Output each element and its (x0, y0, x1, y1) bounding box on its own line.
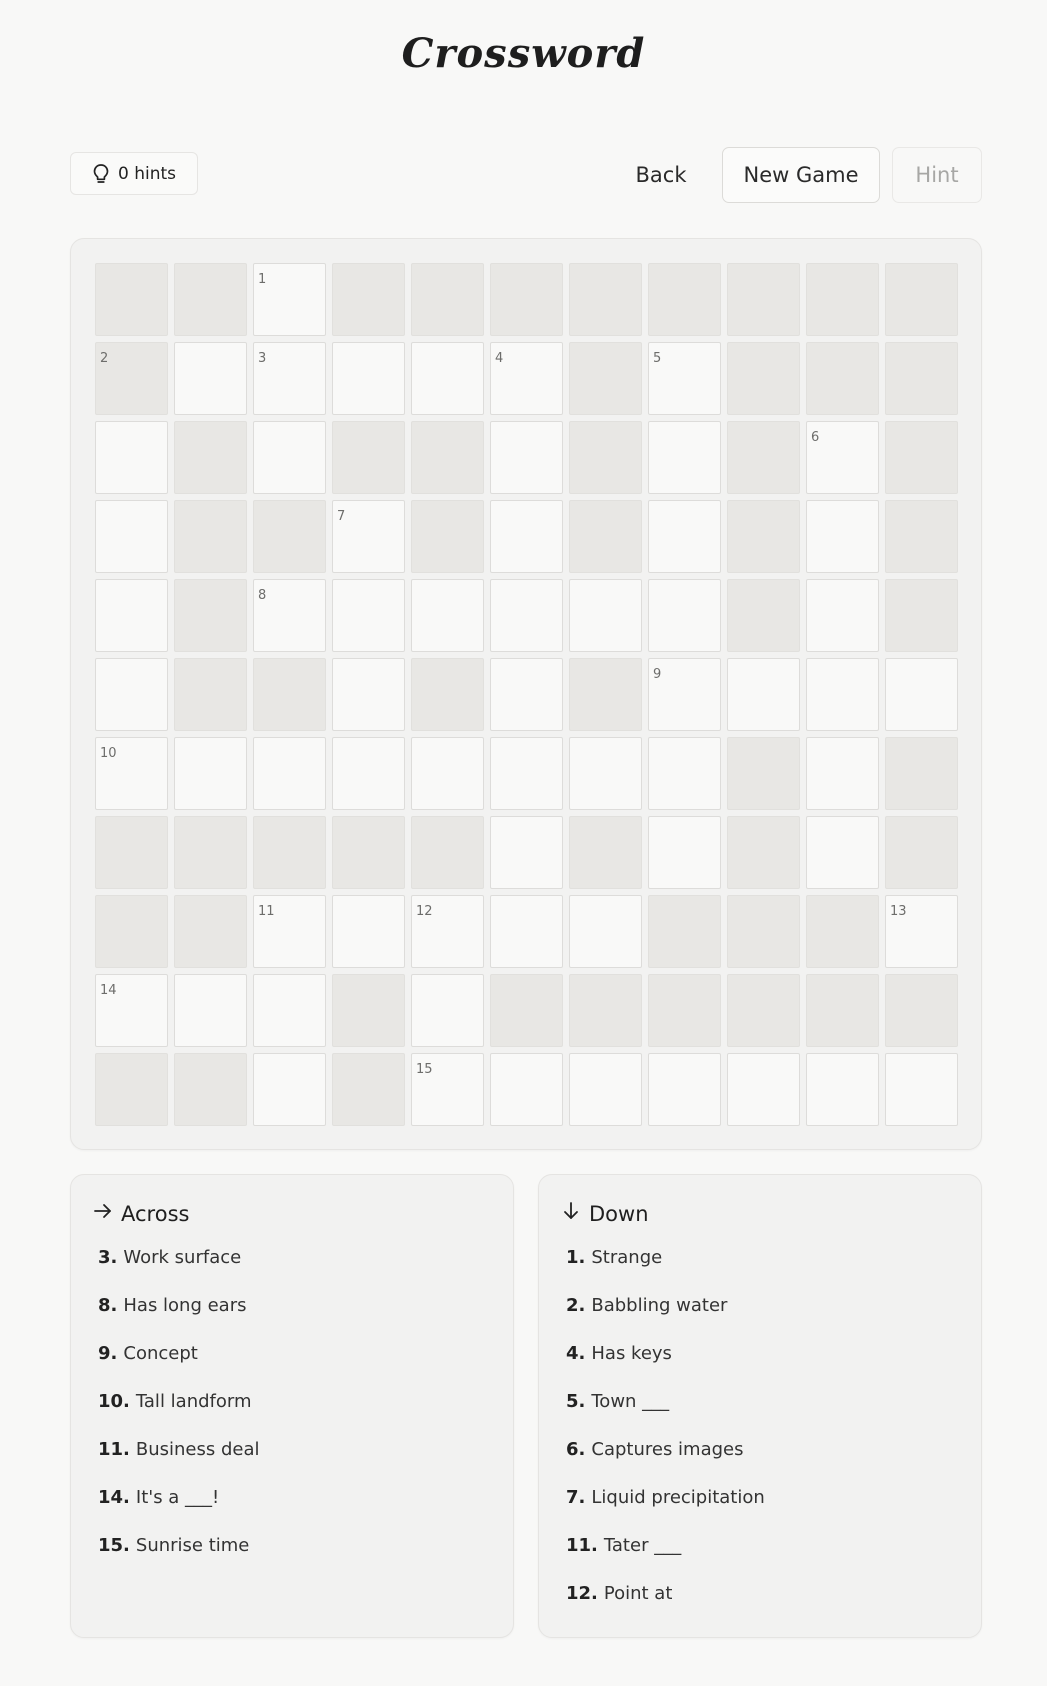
grid-block-cell (174, 421, 247, 494)
grid-block-cell (95, 816, 168, 889)
grid-block-cell (727, 816, 800, 889)
grid-block-cell (885, 974, 958, 1047)
grid-block-cell (174, 1053, 247, 1126)
clue-item[interactable] (566, 1245, 765, 1293)
clue-text: Tall landform (135, 1391, 252, 1412)
grid-block-cell (727, 974, 800, 1047)
cell-number: 1 (258, 272, 267, 287)
grid-cell[interactable] (885, 895, 958, 968)
cell-number: 7 (337, 509, 346, 524)
grid-cell[interactable] (332, 737, 405, 810)
grid-cell[interactable] (885, 658, 958, 731)
grid-block-cell (727, 263, 800, 336)
clue-item[interactable] (98, 1341, 260, 1389)
grid-cell[interactable] (806, 658, 879, 731)
cell-number: 3 (258, 351, 267, 366)
grid-block-cell (885, 737, 958, 810)
clue-number: 12. (566, 1583, 598, 1604)
grid-cell[interactable] (411, 342, 484, 415)
clue-text: Work surface (123, 1247, 242, 1268)
cell-number: 2 (100, 351, 109, 366)
grid-block-cell (332, 1053, 405, 1126)
grid-cell[interactable] (648, 1053, 721, 1126)
grid-cell[interactable] (95, 421, 168, 494)
clue-number: 15. (98, 1535, 130, 1556)
clue-number: 8. (98, 1295, 118, 1316)
grid-block-cell (648, 974, 721, 1047)
clue-number: 9. (98, 1343, 118, 1364)
grid-cell[interactable] (806, 1053, 879, 1126)
grid-block-cell (569, 500, 642, 573)
grid-block-cell (332, 421, 405, 494)
back-button[interactable]: Back (635, 163, 687, 187)
grid-cell[interactable] (806, 500, 879, 573)
grid-block-cell (727, 500, 800, 573)
grid-cell[interactable] (648, 421, 721, 494)
clue-number: 2. (566, 1295, 586, 1316)
page-title: Crossword (401, 30, 646, 77)
clue-number: 11. (98, 1439, 130, 1460)
grid-cell[interactable] (253, 895, 326, 968)
grid-block-cell (95, 895, 168, 968)
grid-cell[interactable] (332, 500, 405, 573)
grid-cell[interactable] (174, 974, 247, 1047)
clue-text: Has keys (591, 1343, 672, 1364)
cell-number: 11 (258, 904, 275, 919)
grid-block-cell (569, 658, 642, 731)
across-header (93, 1201, 189, 1226)
grid-cell[interactable] (253, 342, 326, 415)
grid-block-cell (174, 263, 247, 336)
lightbulb-icon (92, 163, 110, 185)
clue-number: 10. (98, 1391, 130, 1412)
grid-cell[interactable] (174, 342, 247, 415)
clue-text: Tater ___ (603, 1535, 682, 1556)
grid-block-cell (569, 421, 642, 494)
clue-number: 3. (98, 1247, 118, 1268)
grid-cell[interactable] (648, 500, 721, 573)
grid-block-cell (411, 658, 484, 731)
hints-counter (70, 152, 198, 195)
grid-cell[interactable] (411, 1053, 484, 1126)
clue-number: 6. (566, 1439, 586, 1460)
grid-cell[interactable] (95, 579, 168, 652)
across-clues-panel (70, 1174, 514, 1638)
clue-item[interactable] (566, 1293, 765, 1341)
down-heading: Down (589, 1201, 649, 1226)
grid-block-cell (411, 421, 484, 494)
grid-cell[interactable] (253, 1053, 326, 1126)
grid-cell[interactable] (727, 1053, 800, 1126)
cell-number: 4 (495, 351, 504, 366)
grid-cell[interactable] (885, 1053, 958, 1126)
clue-item[interactable] (98, 1293, 260, 1341)
grid-cell[interactable] (174, 737, 247, 810)
clue-number: 7. (566, 1487, 586, 1508)
hints-count-label: 0 hints (117, 163, 176, 184)
clue-number: 14. (98, 1487, 130, 1508)
grid-block-cell (490, 263, 563, 336)
grid-block-cell (253, 500, 326, 573)
clue-text: Has long ears (123, 1295, 247, 1316)
grid-cell[interactable] (490, 342, 563, 415)
clue-item[interactable] (98, 1245, 260, 1293)
grid-cell[interactable] (806, 816, 879, 889)
clue-text: Town ___ (591, 1391, 670, 1412)
grid-block-cell (727, 737, 800, 810)
cell-number: 13 (890, 904, 907, 919)
grid-block-cell (727, 421, 800, 494)
grid-block-cell (569, 342, 642, 415)
grid-cell[interactable] (95, 500, 168, 573)
clue-item[interactable] (566, 1389, 765, 1437)
clue-item[interactable] (566, 1581, 765, 1629)
grid-cell[interactable] (411, 737, 484, 810)
clue-text: Point at (603, 1583, 673, 1604)
clue-number: 1. (566, 1247, 586, 1268)
grid-cell[interactable] (332, 895, 405, 968)
cell-number: 9 (653, 667, 662, 682)
grid-cell[interactable] (332, 579, 405, 652)
grid-block-cell (569, 263, 642, 336)
grid-block-cell (253, 816, 326, 889)
grid-block-cell (95, 342, 168, 415)
grid-block-cell (806, 342, 879, 415)
cell-number: 8 (258, 588, 267, 603)
grid-cell[interactable] (490, 579, 563, 652)
grid-cell[interactable] (490, 1053, 563, 1126)
grid-cell[interactable] (332, 658, 405, 731)
clue-text: Sunrise time (135, 1535, 250, 1556)
cell-number: 14 (100, 983, 117, 998)
grid-cell[interactable] (648, 737, 721, 810)
grid-block-cell (885, 342, 958, 415)
grid-cell[interactable] (490, 737, 563, 810)
grid-block-cell (727, 579, 800, 652)
clue-text: Business deal (135, 1439, 260, 1460)
grid-block-cell (174, 895, 247, 968)
grid-block-cell (806, 263, 879, 336)
grid-block-cell (648, 895, 721, 968)
grid-block-cell (95, 1053, 168, 1126)
grid-cell[interactable] (569, 579, 642, 652)
cell-number: 15 (416, 1062, 433, 1077)
grid-block-cell (648, 263, 721, 336)
clue-item[interactable] (566, 1437, 765, 1485)
grid-block-cell (174, 500, 247, 573)
clue-text: Liquid precipitation (591, 1487, 765, 1508)
clue-item[interactable] (566, 1485, 765, 1533)
grid-block-cell (411, 263, 484, 336)
clue-text: Concept (123, 1343, 198, 1364)
grid-block-cell (885, 421, 958, 494)
crossword-board (70, 238, 982, 1150)
grid-cell[interactable] (95, 658, 168, 731)
across-clue-list (98, 1245, 260, 1581)
grid-cell[interactable] (806, 737, 879, 810)
grid-cell[interactable] (490, 816, 563, 889)
new-game-button[interactable]: New Game (722, 147, 880, 203)
clue-text: Babbling water (591, 1295, 728, 1316)
grid-block-cell (411, 500, 484, 573)
clue-number: 5. (566, 1391, 586, 1412)
grid-block-cell (885, 263, 958, 336)
grid-block-cell (411, 816, 484, 889)
clue-item[interactable] (566, 1341, 765, 1389)
grid-cell[interactable] (490, 658, 563, 731)
grid-block-cell (95, 263, 168, 336)
down-clues-panel (538, 1174, 982, 1638)
clue-number: 11. (566, 1535, 598, 1556)
grid-block-cell (885, 579, 958, 652)
clue-text: It's a ___! (135, 1487, 220, 1508)
down-header (561, 1201, 649, 1226)
down-clue-list (566, 1245, 765, 1629)
grid-cell[interactable] (569, 737, 642, 810)
grid-cell[interactable] (569, 1053, 642, 1126)
grid-cell[interactable] (806, 421, 879, 494)
grid-cell[interactable] (490, 421, 563, 494)
grid-block-cell (727, 895, 800, 968)
clue-text: Strange (591, 1247, 663, 1268)
grid-cell[interactable] (411, 895, 484, 968)
cell-number: 12 (416, 904, 433, 919)
arrow-right-icon (93, 1201, 113, 1226)
arrow-down-icon (561, 1201, 581, 1226)
grid-block-cell (727, 342, 800, 415)
clue-item[interactable] (98, 1437, 260, 1485)
clue-number: 4. (566, 1343, 586, 1364)
grid-cell[interactable] (727, 658, 800, 731)
clue-text: Captures images (591, 1439, 744, 1460)
grid-cell[interactable] (806, 579, 879, 652)
grid-block-cell (885, 500, 958, 573)
grid-block-cell (569, 974, 642, 1047)
grid-block-cell (253, 658, 326, 731)
grid-cell[interactable] (253, 421, 326, 494)
grid-block-cell (174, 816, 247, 889)
grid-cell[interactable] (332, 342, 405, 415)
grid-cell[interactable] (411, 974, 484, 1047)
grid-block-cell (885, 816, 958, 889)
grid-block-cell (174, 658, 247, 731)
cell-number: 10 (100, 746, 117, 761)
clue-item[interactable] (98, 1533, 260, 1581)
clue-item[interactable] (98, 1485, 260, 1533)
grid-cell[interactable] (253, 579, 326, 652)
crossword-grid (95, 263, 958, 1126)
grid-cell[interactable] (490, 500, 563, 573)
grid-cell[interactable] (490, 895, 563, 968)
grid-cell[interactable] (253, 974, 326, 1047)
grid-block-cell (332, 816, 405, 889)
cell-number: 5 (653, 351, 662, 366)
grid-block-cell (806, 974, 879, 1047)
grid-cell[interactable] (253, 737, 326, 810)
grid-block-cell (174, 579, 247, 652)
hint-button[interactable]: Hint (892, 147, 982, 203)
grid-cell[interactable] (648, 342, 721, 415)
grid-cell[interactable] (253, 263, 326, 336)
grid-cell[interactable] (95, 737, 168, 810)
grid-block-cell (332, 974, 405, 1047)
grid-cell[interactable] (411, 579, 484, 652)
across-heading: Across (121, 1201, 190, 1226)
grid-cell[interactable] (648, 816, 721, 889)
clue-item[interactable] (98, 1389, 260, 1437)
grid-cell[interactable] (95, 974, 168, 1047)
clue-item[interactable] (566, 1533, 765, 1581)
cell-number: 6 (811, 430, 820, 445)
grid-block-cell (806, 895, 879, 968)
grid-block-cell (490, 974, 563, 1047)
grid-block-cell (569, 816, 642, 889)
grid-block-cell (332, 263, 405, 336)
grid-cell[interactable] (648, 579, 721, 652)
grid-cell[interactable] (569, 895, 642, 968)
grid-cell[interactable] (648, 658, 721, 731)
